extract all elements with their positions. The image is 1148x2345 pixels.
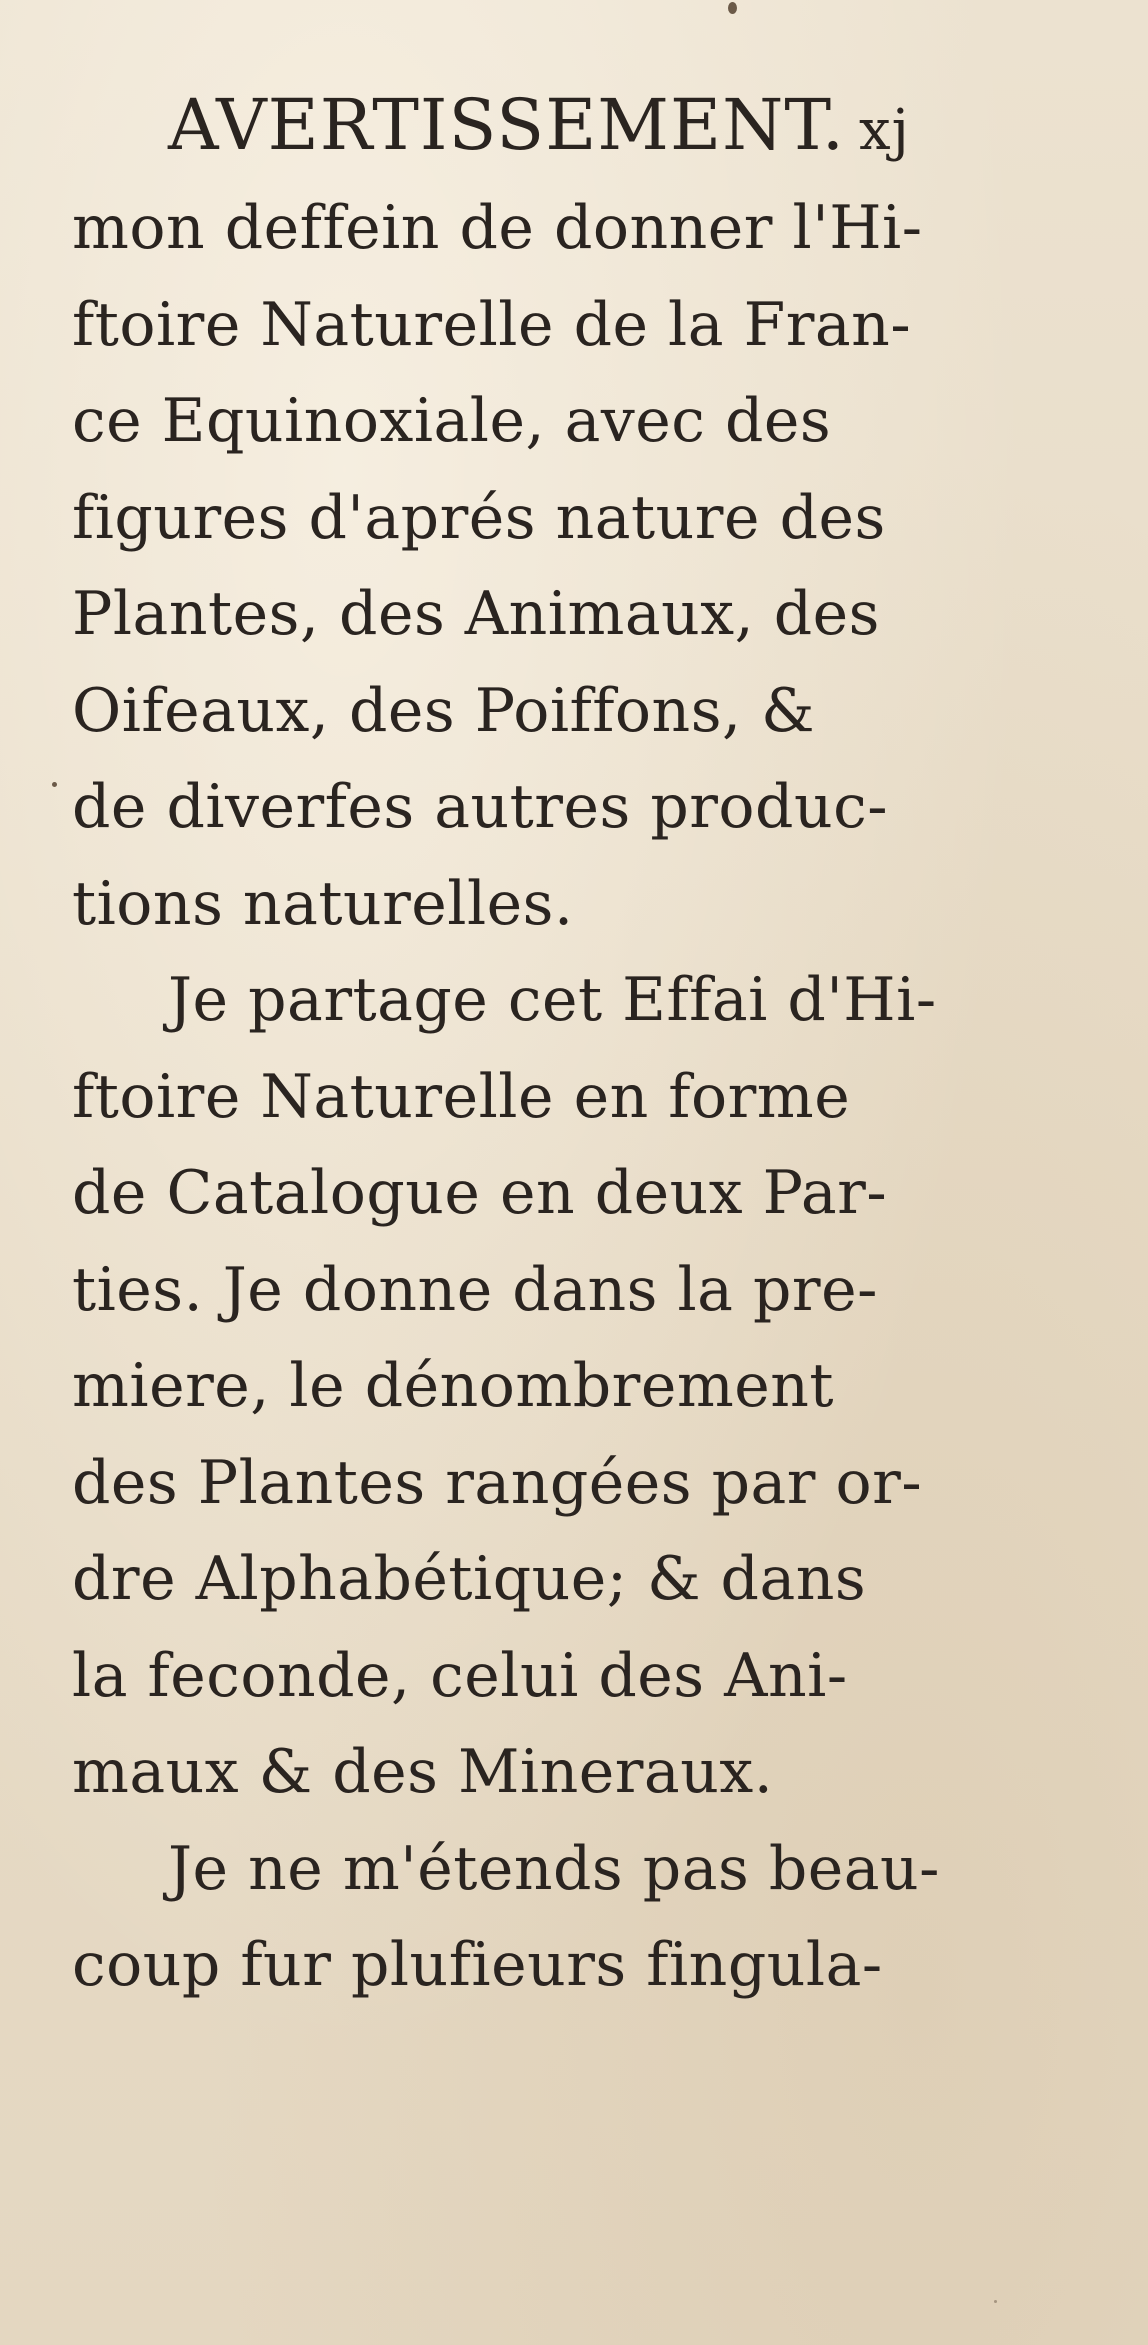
- text-line: de Catalogue en deux Par-: [72, 1158, 888, 1228]
- text-line: ce Equinoxiale, avec des: [72, 386, 832, 456]
- page-number: xj: [858, 98, 910, 163]
- text-line: figures d'aprés nature des: [72, 482, 886, 553]
- text-line: coup fur plufieurs fingula-: [72, 1930, 883, 2000]
- text-line: Oifeaux, des Poiffons, &: [72, 675, 816, 746]
- body-text: [72, 180, 1012, 2014]
- text-line: maux & des Mineraux.: [72, 1737, 774, 1807]
- text-line: la feconde, celui des Ani-: [72, 1640, 848, 1711]
- text-line: ftoire Naturelle en forme: [72, 1061, 851, 1132]
- text-line: Plantes, des Animaux, des: [72, 579, 880, 649]
- text-line: ties. Je donne dans la pre-: [72, 1254, 878, 1325]
- header-title: AVERTISSEMENT.: [168, 84, 845, 166]
- text-line: ftoire Naturelle de la Fran-: [72, 289, 912, 360]
- ink-speck: [52, 782, 57, 787]
- ink-speck: [728, 2, 737, 14]
- text-line-paragraph-start: Je ne m'étends pas beau-: [168, 1833, 940, 1904]
- text-line: miere, le dénombrement: [72, 1351, 835, 1421]
- text-line-paragraph-start: Je partage cet Effai d'Hi-: [168, 965, 937, 1035]
- text-line: mon deffein de donner l'Hi-: [72, 193, 923, 263]
- ink-speck: [994, 2300, 997, 2303]
- text-line: des Plantes rangées par or-: [72, 1447, 923, 1518]
- running-header: [168, 70, 1028, 180]
- text-line: dre Alphabétique; & dans: [72, 1544, 867, 1614]
- text-line: de diverfes autres produc-: [72, 772, 888, 842]
- text-line: tions naturelles.: [72, 868, 574, 939]
